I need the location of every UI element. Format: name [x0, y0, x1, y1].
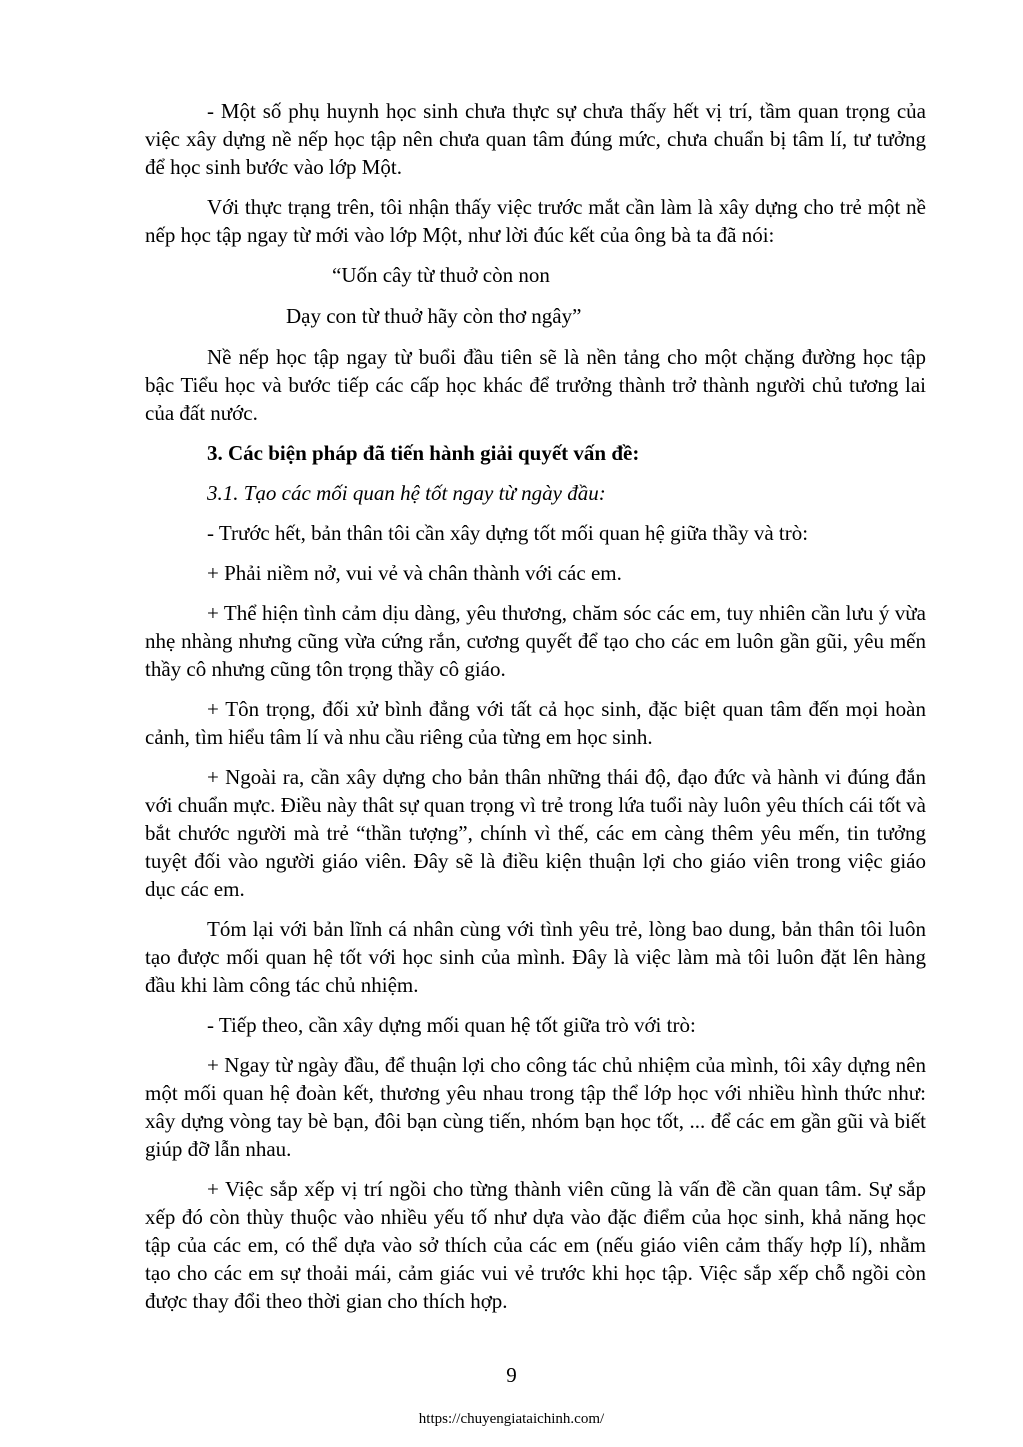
paragraph-parents-awareness: - Một số phụ huynh học sinh chưa thực sự chưa thấy hết vị trí, tầm quan trọng của việc xây dựng nề nếp học tập nên chưa quan tâm đúng mức, chưa chuẩn bị tâm lí, tư tưởng để học sinh bước vào lớp Một.	[145, 99, 926, 179]
section-heading: 3. Các biện pháp đã tiến hành giải quyết vấn đề:	[207, 441, 640, 465]
paragraph-solidarity: + Ngay từ ngày đầu, để thuận lợi cho công tác chủ nhiệm của mình, tôi xây dựng nên một mối quan hệ đoàn kết, thương yêu nhau trong tập thể lớp học với nhiều hình thức như: xây dựng vòng tay bè bạn, đôi bạn cùng tiến, nhóm bạn học tốt, ... để các em gần gũi và biết giúp đỡ lẫn nhau.	[145, 1053, 926, 1161]
paragraph-current-situation: Với thực trạng trên, tôi nhận thấy việc trước mắt cần làm là xây dựng cho trẻ một nề nếp học tập ngay từ mới vào lớp Một, như lời đúc kết của ông bà ta đã nói:	[145, 195, 926, 247]
proverb-line-2: Dạy con từ thuở hãy còn thơ ngây”	[286, 304, 582, 328]
paragraph-summary: Tóm lại với bản lĩnh cá nhân cùng với tình yêu trẻ, lòng bao dung, bản thân tôi luôn tạo được mối quan hệ tốt với học sinh của mình. Đây là việc làm mà tôi luôn đặt lên hàng đầu khi làm công tác chủ nhiệm.	[145, 917, 926, 997]
proverb-line-1: “Uốn cây từ thuở còn non	[332, 263, 550, 287]
paragraph-teacher-student: - Trước hết, bản thân tôi cần xây dựng tốt mối quan hệ giữa thầy và trò:	[207, 521, 809, 545]
paragraph-student-student: - Tiếp theo, cần xây dựng mối quan hệ tốt giữa trò với trò:	[207, 1013, 696, 1037]
paragraph-seating: + Việc sắp xếp vị trí ngồi cho từng thành viên cũng là vấn đề cần quan tâm. Sự sắp xếp đó còn thùy thuộc vào nhiều yếu tố như dựa vào đặc điểm của học sinh, khả năng học tập của các em, có thể dựa vào sở thích của các em (nếu giáo viên cảm thấy hợp lí), nhằm tạo cho các em sự thoải mái, cảm giác vui vẻ trước khi học tập. Việc sắp xếp chỗ ngồi còn được thay đổi theo thời gian cho thích hợp.	[145, 1177, 926, 1313]
subsection-heading: 3.1. Tạo các mối quan hệ tốt ngay từ ngày đầu:	[207, 481, 606, 505]
page-body	[145, 97, 926, 1327]
paragraph-foundation: Nề nếp học tập ngay từ buổi đầu tiên sẽ là nền tảng cho một chặng đường học tập bậc Tiểu học và bước tiếp các cấp học khác để trưởng thành trở thành người chủ tương lai của đất nước.	[145, 345, 926, 425]
page-number: 9	[506, 1363, 517, 1387]
paragraph-respect: + Tôn trọng, đối xử bình đẳng với tất cả học sinh, đặc biệt quan tâm đến mọi hoàn cảnh, tìm hiểu tâm lí và nhu cầu riêng của từng em học sinh.	[145, 697, 926, 749]
paragraph-cheerful: + Phải niềm nở, vui vẻ và chân thành với các em.	[207, 561, 622, 585]
paragraph-role-model: + Ngoài ra, cần xây dựng cho bản thân những thái độ, đạo đức và hành vi đúng đắn với chuẩn mực. Điều này thât sự quan trọng vì trẻ trong lứa tuổi này luôn yêu thích cái tốt và bắt chước người mà trẻ “thần tượng”, chính vì thế, các em càng thêm yêu mến, tin tưởng tuyệt đối vào người giáo viên. Đây sẽ là điều kiện thuận lợi cho giáo viên trong việc giáo dục các em.	[145, 765, 926, 901]
paragraph-affection: + Thể hiện tình cảm dịu dàng, yêu thương, chăm sóc các em, tuy nhiên cần lưu ý vừa nhẹ nhàng nhưng cũng vừa cứng rắn, cương quyết để tạo cho các em luôn gần gũi, yêu mến thầy cô nhưng cũng tôn trọng thầy cô giáo.	[145, 601, 926, 681]
footer-url: https://chuyengiataichinh.com/	[418, 1411, 605, 1427]
